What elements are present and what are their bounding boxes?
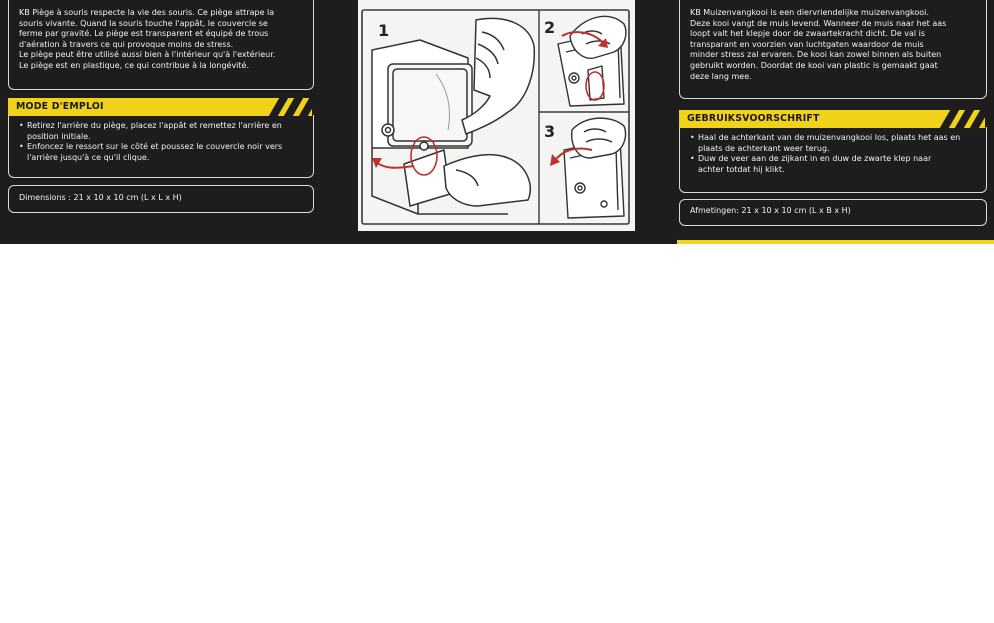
nl-intro-text [680,0,986,82]
packaging-strip [0,0,994,244]
fr-instructions-header [8,98,312,116]
bottom-accent-band [677,240,994,244]
nl-intro-line: minder stress zal ervaren. De kooi kan zowel binnen als buiten [690,50,942,60]
nl-dimensions: Afmetingen: 21 x 10 x 10 cm (L x B x H) [690,206,851,215]
list-item [19,121,305,142]
nl-intro-line: deze lang mee. [690,71,752,81]
step-number-2: 2 [544,18,556,37]
nl-intro-line: transparant en voorzien van luchtgaten waardoor de muis [690,39,924,49]
illustration-svg [358,0,635,231]
fr-step-line: Retirez l'arrière du piège, placez l'appât et remettez l'arrière en [27,121,282,130]
list-item [690,154,978,175]
nl-step-line: plaats de achterkant weer terug. [698,143,830,153]
nl-step-line: achter totdat hij klikt. [698,164,785,174]
fr-instructions-list [9,115,313,163]
fr-intro-line: d'aération à travers ce qui provoque moins de stress. [19,39,234,49]
fr-dimensions: Dimensions : 21 x 10 x 10 cm (L x L x H) [19,193,182,202]
instruction-illustration [358,0,635,231]
nl-dimensions-box [679,199,987,226]
fr-step-line: position initiale. [27,131,91,141]
fr-instructions-title: MODE D'EMPLOI [16,101,104,112]
fr-dimensions-box [8,185,314,213]
nl-intro-line: Deze kooi vangt de muis levend. Wanneer de muis naar het aas [690,18,947,28]
fr-instructions-box [8,115,314,178]
nl-instructions-title: GEBRUIKSVOORSCHRIFT [687,113,820,124]
nl-intro-box [679,0,987,99]
nl-instructions-list [680,127,986,175]
nl-step-line: Haal de achterkant van de muizenvangkooi los, plaats het aas en [698,133,961,142]
trap-detail-drawing [558,16,626,106]
nl-instructions-box [679,127,987,193]
trap-detail-drawing [564,118,626,218]
nl-step-line: Duw de veer aan de zijkant in en duw de zwarte klep naar [698,154,932,164]
arrow-head-icon [372,158,382,168]
fr-intro-text [9,0,313,72]
fr-intro-line: ferme par gravité. Le piège est transparent et équipé de trous [19,29,269,39]
fr-step-line: l'arrière jusqu'à ce qu'il clique. [27,152,150,162]
fr-step-line: Enfoncez le ressort sur le côté et poussez le couvercle noir vers [27,142,283,152]
step-number-1: 1 [378,21,390,40]
step-number-3: 3 [544,122,556,141]
nl-instructions-header [679,110,985,128]
fr-intro-line: Le piège peut être utilisé aussi bien à l'intérieur qu'à l'extérieur. [19,50,276,60]
list-item [690,133,978,154]
nl-intro-line: gebruikt worden. Doordat de kooi van plastic is gemaakt gaat [690,60,938,70]
nl-intro-line: loopt valt het klepje door de zwaartekracht dicht. De val is [690,29,926,39]
fr-intro-line: KB Piège à souris respecte la vie des souris. Ce piège attrape la [19,8,275,17]
list-item [19,142,305,163]
nl-intro-line: KB Muizenvangkooi is een diervriendelijke muizenvangkooi. [690,8,929,17]
fr-intro-line: souris vivante. Quand la souris touche l'appât, le couvercle se [19,18,268,28]
fr-intro-line: Le piège est en plastique, ce qui contribue à la longévité. [19,60,249,70]
fr-intro-box [8,0,314,90]
